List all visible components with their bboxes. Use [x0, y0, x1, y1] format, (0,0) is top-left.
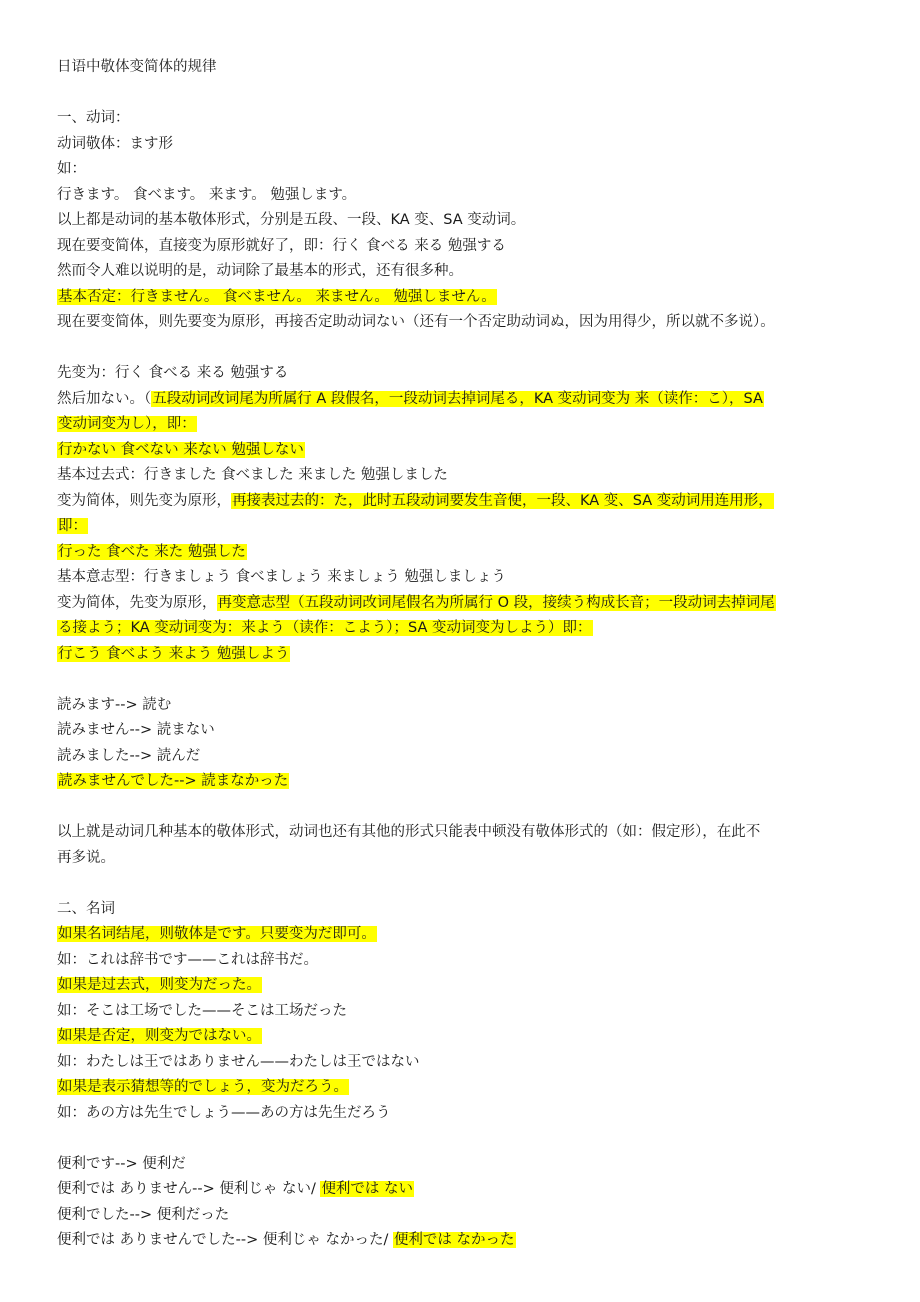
document-title: 日语中敬体变简体的规律	[57, 59, 217, 75]
highlighted-line	[57, 517, 88, 537]
section-heading-nouns: 二、名词	[57, 901, 115, 917]
text-line: 読みません--> 読まない	[57, 722, 215, 738]
text-line: 便利でした--> 便利だった	[57, 1207, 230, 1223]
text-line: 变为简体，先变为原形，再变意志型（五段动词改词尾假名为所属行 O 段，接续う构成长音；一段动词去掉词尾	[57, 595, 775, 611]
text-line: 以上都是动词的基本敬体形式，分别是五段、一段、KA 变、SA 变动词。	[57, 212, 526, 228]
text-line: 如：あの方は先生でしょう——あの方は先生だろう	[57, 1105, 391, 1121]
highlighted-line	[57, 543, 247, 563]
highlighted-line	[57, 925, 377, 945]
text-line: 现在要变简体，则先要变为原形，再接否定助动词ない（还有一个否定助动词ぬ，因为用得少，所以就不多说）。	[57, 314, 775, 330]
highlight: 如果是否定，则变为ではない。	[58, 1028, 261, 1044]
text-line: 先变为：行く 食べる 来る 勉强する	[57, 365, 289, 381]
highlight: 読みませんでした--> 読まなかった	[58, 773, 289, 789]
text-line: 然后加ない。（五段动词改词尾为所属行 A 段假名，一段动词去掉词尾る，KA 变动词变为 来（读作：こ），SA	[57, 391, 763, 407]
highlighted-line	[57, 619, 593, 639]
highlight: 便利では なかった	[393, 1232, 515, 1248]
highlight: 如果是过去式，则变为だった。	[58, 977, 261, 993]
highlight: 五段动词改词尾为所属行 A 段假名，一段动词去掉词尾る，KA 变动词变为 来（读作：こ），SA	[152, 391, 763, 407]
highlighted-line	[57, 1027, 262, 1047]
text-line: 便利です--> 便利だ	[57, 1156, 186, 1172]
highlighted-line	[57, 1078, 349, 1098]
text-line: 以上就是动词几种基本的敬体形式，动词也还有其他的形式只能表中顿没有敬体形式的（如：假定形），在此不	[57, 824, 761, 840]
highlighted-line	[57, 288, 497, 308]
text-line: 如：わたしは王ではありません——わたしは王ではない	[57, 1054, 420, 1070]
highlight: 行った 食べた 来た 勉强した	[58, 544, 246, 560]
text-line: 基本意志型：行きましょう 食べましょう 来ましょう 勉强しましょう	[57, 569, 506, 585]
text-line: 如：これは辞书です——これは辞书だ。	[57, 952, 318, 968]
highlight: 如果名词结尾，则敬体是です。只要变为だ即可。	[58, 926, 376, 942]
highlight: 行こう 食べよう 来よう 勉强しよう	[58, 646, 290, 662]
text-line: 然而令人难以说明的是，动词除了最基本的形式，还有很多种。	[57, 263, 463, 279]
text-line: 动词敬体：ます形	[57, 136, 173, 152]
highlight: 即：	[58, 518, 87, 534]
highlighted-line	[57, 645, 290, 665]
highlight: る接よう；KA 变动词变为：来よう（读作：こよう）；SA 变动词变为しよう）即：	[58, 620, 592, 636]
highlight: 基本否定：行きません。 食べません。 来ません。 勉强しません。	[58, 289, 496, 305]
section-heading-verbs: 一、动词：	[57, 110, 130, 126]
text-line: 便利では ありません--> 便利じゃ ない/ 便利では ない	[57, 1181, 414, 1197]
highlighted-line	[57, 415, 197, 435]
text-line: 行きます。 食べます。 来ます。 勉强します。	[57, 187, 357, 203]
text-line: 现在要变简体，直接变为原形就好了，即：行く 食べる 来る 勉强する	[57, 238, 506, 254]
text-line: 読みます--> 読む	[57, 697, 172, 713]
text-line: 变为简体，则先变为原形，再接表过去的：た，此时五段动词要发生音便，一段、KA 变、SA 变动词用连用形，	[57, 493, 773, 509]
text-line: 如：	[57, 161, 86, 177]
text-line: 再多说。	[57, 850, 115, 866]
highlight: 如果是表示猜想等的でしょう，变为だろう。	[58, 1079, 348, 1095]
text-line: 基本过去式：行きました 食べました 来ました 勉强しました	[57, 467, 448, 483]
text-line: 読みました--> 読んだ	[57, 748, 201, 764]
highlight: 便利では ない	[321, 1181, 414, 1197]
highlighted-line	[57, 772, 289, 792]
highlight: 再变意志型（五段动词改词尾假名为所属行 O 段，接续う构成长音；一段动词去掉词尾	[217, 595, 775, 611]
text-line: 如：そこは工场でした——そこは工场だった	[57, 1003, 347, 1019]
highlight: 变动词变为し），即：	[58, 416, 196, 432]
text-line: 便利では ありませんでした--> 便利じゃ なかった/ 便利では なかった	[57, 1232, 515, 1248]
highlight: 再接表过去的：た，此时五段动词要发生音便，一段、KA 变、SA 变动词用连用形，	[232, 493, 773, 509]
highlighted-line	[57, 976, 262, 996]
highlight: 行かない 食べない 来ない 勉强しない	[58, 442, 304, 458]
highlighted-line	[57, 441, 305, 461]
